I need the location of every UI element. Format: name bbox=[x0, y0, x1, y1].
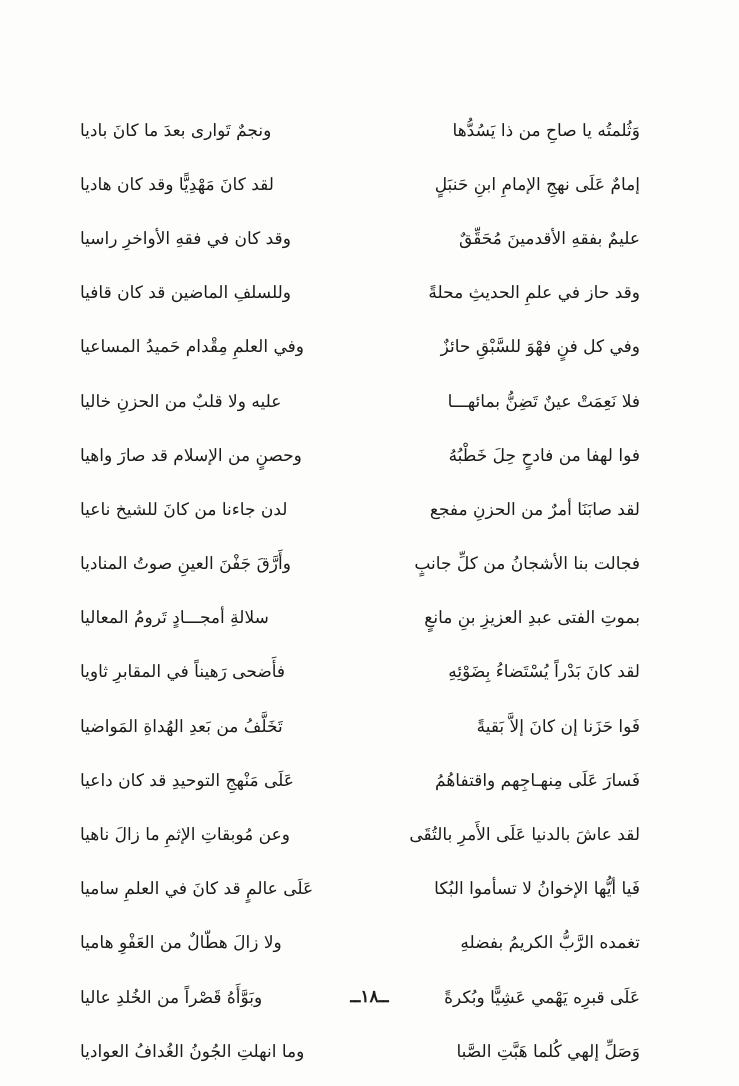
verse bbox=[80, 212, 640, 266]
verse-second-hemistich: وبَوَّأَهُ قَصْراً من الخُلدِ عاليا bbox=[80, 987, 263, 1008]
verse-first-hemistich: تغمده الرَّبُّ الكريمُ بفضلهِ bbox=[460, 933, 640, 954]
verse bbox=[80, 429, 640, 483]
verse-first-hemistich: فَوا حَزَنا إن كانَ إلاَّ بَقيةً bbox=[476, 716, 640, 737]
verse bbox=[80, 646, 640, 700]
verse-second-hemistich: وحصنٍ من الإسلام قد صارَ واهيا bbox=[80, 445, 302, 466]
verse-first-hemistich: فَيا أيُّها الإخوانُ لا تسأموا البُكا bbox=[434, 879, 640, 900]
verse-second-hemistich: سلالةِ أمجـــادٍ تَرومُ المعاليا bbox=[80, 608, 269, 629]
verse-second-hemistich: وللسلفِ الماضين قد كان قافيا bbox=[80, 283, 291, 304]
verse bbox=[80, 267, 640, 321]
verse-second-hemistich: وفي العلمِ مِقْدام حَميدُ المساعيا bbox=[80, 337, 304, 358]
verse-second-hemistich: لقد كانَ مَهْدِيًّا وقد كان هاديا bbox=[80, 174, 274, 195]
verse-first-hemistich: وفي كل فنٍ فهْوَ للسَّبْقِ حائزٌ bbox=[440, 337, 640, 358]
verse-first-hemistich: عليمٌ بفقهِ الأقدمينَ مُحَقِّقٌ bbox=[459, 228, 640, 249]
verse-second-hemistich: تَخَلَّفُ من بَعدِ الهُداةِ المَواضيا bbox=[80, 716, 283, 737]
verse bbox=[80, 917, 640, 971]
verse-second-hemistich: عَلَى عالمٍ قد كانَ في العلمِ ساميا bbox=[80, 879, 314, 900]
poem bbox=[80, 104, 640, 1079]
verse-first-hemistich: لقد كانَ بَدْراً يُسْتَضاءُ بِضَوْئِهِ bbox=[448, 662, 640, 683]
verse bbox=[80, 538, 640, 592]
page-number: ــ١٨ــ bbox=[350, 987, 389, 1007]
verse bbox=[80, 375, 640, 429]
verse-first-hemistich: وَثُلمتُه يا صاحِ من ذا يَسُدُّها bbox=[452, 120, 640, 141]
verse-first-hemistich: إمامٌ عَلَى نهجِ الإمامِ ابنِ حَنبَلٍ bbox=[434, 174, 640, 195]
verse-second-hemistich: عَلَى مَنْهجِ التوحيدِ قد كان داعيا bbox=[80, 770, 294, 791]
verse-second-hemistich: وأَرَّقَ جَفْنَ العينِ صوتُ المناديا bbox=[80, 554, 291, 575]
verse-first-hemistich: عَلَى قبرِه يَهْمي عَشِيًّا وبُكرةً bbox=[444, 987, 640, 1008]
verse-second-hemistich: فأَضحى رَهيناً في المقابرِ ثاويا bbox=[80, 662, 286, 683]
verse-second-hemistich: ولا زالَ هطّالٌ من العَفْوِ هاميا bbox=[80, 933, 282, 954]
verse-first-hemistich: لقد صابَنَا أمرٌ من الحزنِ مفجع bbox=[429, 499, 640, 520]
verse bbox=[80, 754, 640, 808]
verse bbox=[80, 104, 640, 158]
verse-first-hemistich: لقد عاشَ بالدنيا عَلَى الأَمرِ بالتُقَى bbox=[409, 825, 640, 846]
verse-second-hemistich: لدن جاءنا من كانَ للشيخ ناعيا bbox=[80, 499, 288, 520]
verse bbox=[80, 592, 640, 646]
verse bbox=[80, 158, 640, 212]
verse-second-hemistich: وما انهلتِ الجُونُ الغُدافُ العواديا bbox=[80, 1041, 305, 1062]
verse-first-hemistich: فجالت بنا الأشجانُ من كلِّ جانبٍ bbox=[414, 554, 640, 575]
verse bbox=[80, 483, 640, 537]
verse-second-hemistich: وقد كان في فقهِ الأواخرِ راسيا bbox=[80, 228, 291, 249]
verse-second-hemistich: وعن مُوبقاتِ الإثمِ ما زالَ ناهيا bbox=[80, 825, 290, 846]
verse-second-hemistich: ونجمٌ تَوارى بعدَ ما كانَ باديا bbox=[80, 120, 272, 141]
verse-first-hemistich: بموتِ الفتى عبدِ العزيزِ بنِ مانعٍ bbox=[424, 608, 640, 629]
verse bbox=[80, 808, 640, 862]
verse bbox=[80, 863, 640, 917]
verse bbox=[80, 700, 640, 754]
verse-second-hemistich: عليه ولا قلبٌ من الحزنِ خاليا bbox=[80, 391, 282, 412]
verse bbox=[80, 321, 640, 375]
verse-first-hemistich: فوا لهفا من فادحٍ حِلَ خَطْبُهُ bbox=[448, 445, 640, 466]
verse-first-hemistich: وَصَلِّ إلهي كُلما هَبَّتِ الصَّبا bbox=[456, 1041, 640, 1062]
verse-first-hemistich: وقد حاز في علمِ الحديثِ محلةً bbox=[428, 283, 640, 304]
verse-first-hemistich: فَسارَ عَلَى مِنهـاجِهم واقتفاهُمُ bbox=[435, 770, 640, 791]
verse-first-hemistich: فلا نَعِمَتْ عينٌ تَضِنُّ بمائهـــا bbox=[447, 391, 640, 412]
verse bbox=[80, 1025, 640, 1079]
